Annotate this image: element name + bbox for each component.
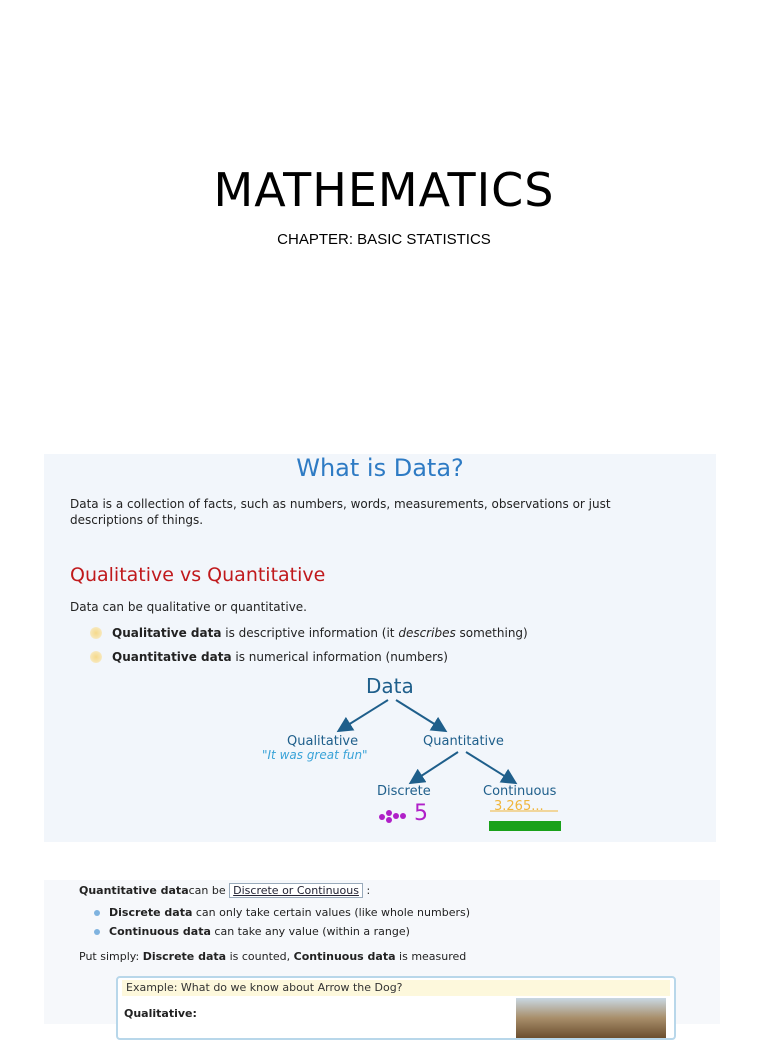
summary-bold: Continuous data bbox=[293, 950, 396, 963]
example-qualitative-label: Qualitative: bbox=[124, 1007, 197, 1020]
count-dots-icon bbox=[379, 810, 406, 823]
arrow-to-quantitative bbox=[396, 700, 444, 730]
example-box bbox=[116, 976, 676, 1040]
section-subheading: Qualitative vs Quantitative bbox=[70, 564, 326, 586]
bullet-icon bbox=[94, 910, 100, 916]
panel-heading: What is Data? bbox=[296, 454, 464, 482]
intro-text: Data is a collection of facts, such as numbers, words, measurements, observations or just descriptions of things. bbox=[70, 497, 611, 527]
discrete-continuous-panel bbox=[44, 880, 720, 1024]
diagram-root: Data bbox=[366, 674, 414, 698]
slide-title: MATHEMATICS bbox=[213, 163, 555, 217]
diagram-continuous-value: 3.265... bbox=[494, 799, 544, 814]
bullet-icon bbox=[94, 929, 100, 935]
bullet-bold: Discrete data bbox=[109, 906, 193, 919]
diagram-quote: "It was great fun" bbox=[262, 748, 368, 762]
diagram-discrete: Discrete bbox=[377, 784, 431, 799]
arrow-to-qualitative bbox=[340, 700, 388, 730]
line-end: : bbox=[366, 884, 371, 897]
discrete-or-continuous-link[interactable]: Discrete or Continuous bbox=[229, 883, 363, 898]
diagram-continuous: Continuous bbox=[483, 784, 557, 799]
what-is-data-panel bbox=[44, 454, 716, 842]
arrow-to-continuous bbox=[466, 752, 514, 782]
bullet-text: can take any value (within a range) bbox=[210, 925, 410, 938]
summary-line bbox=[79, 950, 466, 963]
bullet-text: is numerical information (numbers) bbox=[231, 650, 448, 664]
bullet-text: is descriptive information (it bbox=[221, 626, 399, 640]
summary-bold: Discrete data bbox=[142, 950, 227, 963]
summary-text: is counted, bbox=[226, 950, 294, 963]
bullet-text-end: something) bbox=[455, 626, 528, 640]
bullet-text: can only take certain values (like whole numbers) bbox=[192, 906, 471, 919]
bullet-bold: Quantitative data bbox=[112, 650, 232, 664]
bullet-bold: Qualitative data bbox=[112, 626, 222, 640]
measure-bar bbox=[489, 821, 561, 831]
summary-text: is measured bbox=[395, 950, 467, 963]
bullet-discrete bbox=[94, 906, 470, 919]
slide-subtitle: CHAPTER: BASIC STATISTICS bbox=[277, 231, 491, 248]
bullet-bold: Continuous data bbox=[109, 925, 211, 938]
summary-text: Put simply: bbox=[79, 950, 143, 963]
diagram-quantitative: Quantitative bbox=[423, 734, 504, 749]
bullet-continuous bbox=[94, 925, 410, 938]
lead-text: Data can be qualitative or quantitative. bbox=[70, 600, 307, 614]
line-bold: Quantitative data bbox=[79, 884, 189, 897]
quantitative-line bbox=[79, 884, 370, 897]
diagram-discrete-value: 5 bbox=[414, 801, 428, 826]
dog-photo bbox=[516, 998, 666, 1038]
arrow-to-discrete bbox=[412, 752, 458, 782]
bullet-italic: describes bbox=[398, 626, 456, 640]
example-heading: Example: What do we know about Arrow the Dog? bbox=[122, 980, 670, 996]
diagram-qualitative: Qualitative bbox=[287, 734, 359, 749]
line-text: can be bbox=[188, 884, 230, 897]
